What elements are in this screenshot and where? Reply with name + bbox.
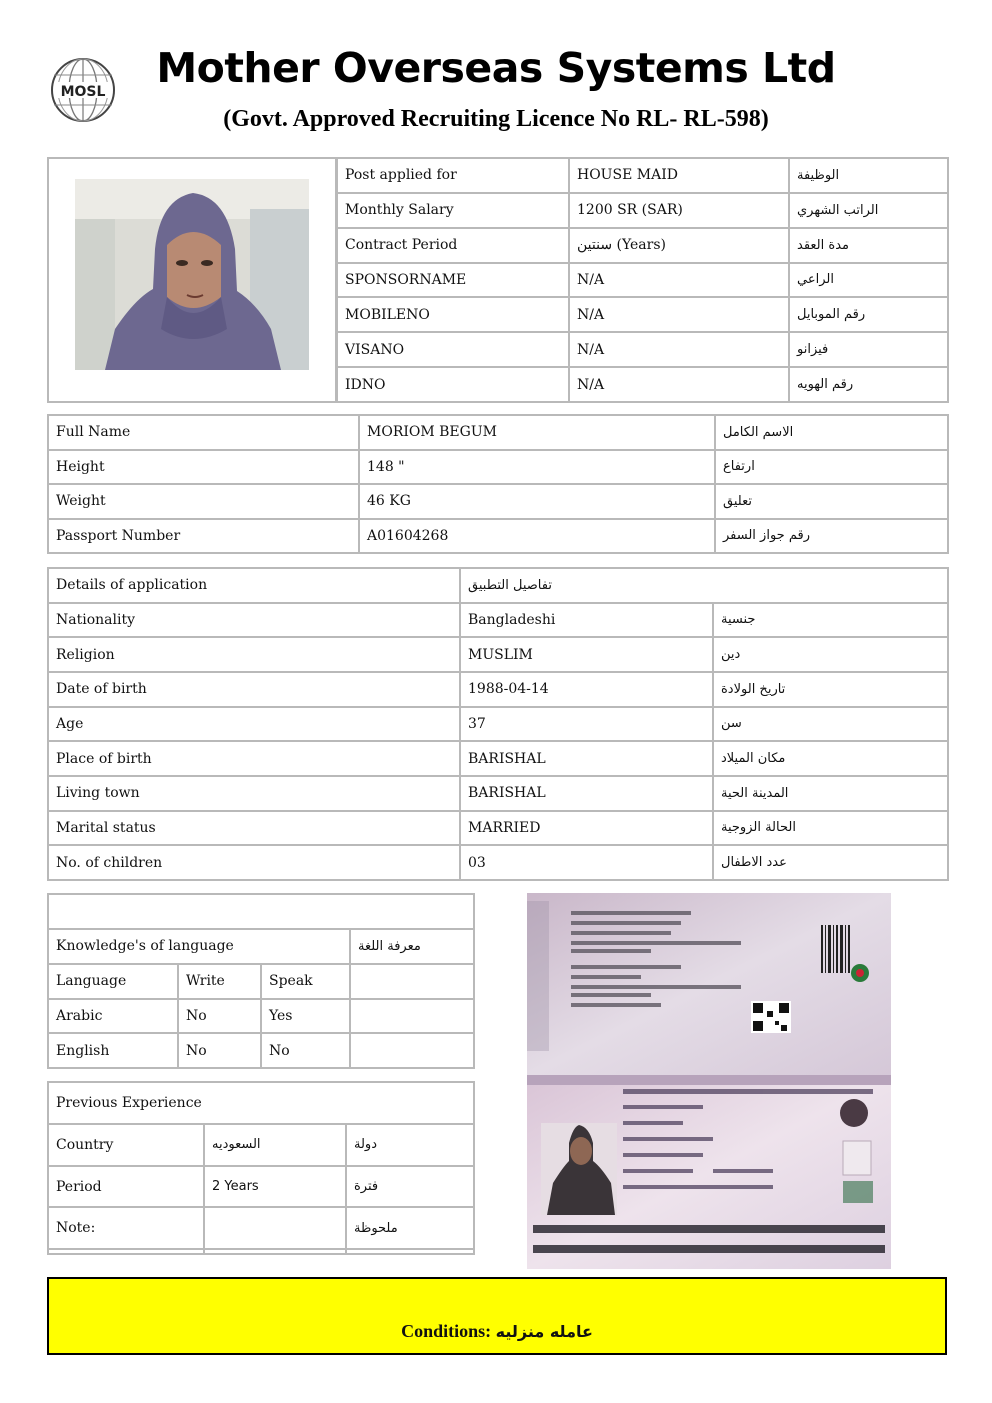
speak-ability: Yes	[261, 999, 350, 1034]
details-row	[48, 637, 948, 672]
field-label: MOBILENO	[337, 297, 569, 332]
details-title-ar: تفاصيل التطبيق	[460, 568, 948, 603]
field-value: 2 Years	[204, 1166, 346, 1208]
field-value	[204, 1207, 346, 1249]
language-header-row	[48, 964, 474, 999]
field-label: VISANO	[337, 332, 569, 367]
field-value: 46 KG	[359, 484, 715, 519]
details-title: Details of application	[48, 568, 460, 603]
field-label: Period	[48, 1166, 204, 1208]
job-row	[337, 228, 948, 263]
field-label-ar: فيزانو	[789, 332, 948, 367]
field-label-ar: تاريخ الولادة	[713, 672, 948, 707]
field-label-ar: الراتب الشهري	[789, 193, 948, 228]
passport-scan-image	[527, 893, 891, 1269]
speak-header: Speak	[261, 964, 350, 999]
language-title: Knowledge's of language	[48, 929, 350, 964]
field-label-ar: عدد الاطفال	[713, 845, 948, 880]
field-value: N/A	[569, 367, 789, 402]
write-ability: No	[178, 1033, 261, 1068]
conditions-value: عامله منزليه	[495, 1322, 593, 1341]
details-row	[48, 707, 948, 742]
details-row	[48, 776, 948, 811]
field-label: Height	[48, 450, 359, 485]
details-row	[48, 741, 948, 776]
details-row	[48, 672, 948, 707]
blank-cell	[350, 964, 474, 999]
field-value: A01604268	[359, 519, 715, 554]
field-label-ar: دين	[713, 637, 948, 672]
job-row	[337, 297, 948, 332]
speak-ability: No	[261, 1033, 350, 1068]
field-label: Marital status	[48, 811, 460, 846]
logo-text: MOSL	[60, 84, 106, 100]
field-value: BARISHAL	[460, 776, 713, 811]
details-row	[48, 811, 948, 846]
mosl-logo	[50, 57, 116, 123]
field-value: BARISHAL	[460, 741, 713, 776]
field-label-ar: ارتفاع	[715, 450, 948, 485]
language-table	[47, 893, 475, 1069]
personal-row	[48, 415, 948, 450]
field-label: SPONSORNAME	[337, 263, 569, 298]
field-label: No. of children	[48, 845, 460, 880]
experience-table	[47, 1081, 475, 1255]
company-name: Mother Overseas Systems Ltd	[156, 44, 836, 92]
field-label-ar: رقم الموبايل	[789, 297, 948, 332]
write-ability: No	[178, 999, 261, 1034]
field-label: Weight	[48, 484, 359, 519]
field-label-ar: سن	[713, 707, 948, 742]
language-blank-row	[48, 894, 474, 929]
field-value: Bangladeshi	[460, 603, 713, 638]
field-label-ar: الوظيفة	[789, 158, 948, 193]
field-label-ar: مكان الميلاد	[713, 741, 948, 776]
field-label-ar: دولة	[346, 1124, 474, 1166]
details-row	[48, 603, 948, 638]
field-value: 1988-04-14	[460, 672, 713, 707]
field-label-ar: الحالة الزوجية	[713, 811, 948, 846]
language-title-row	[48, 929, 474, 964]
language-row	[48, 1033, 474, 1068]
blank-cell	[48, 1249, 204, 1254]
language-title-ar: معرفة اللغة	[350, 929, 474, 964]
field-label: Living town	[48, 776, 460, 811]
job-row	[337, 193, 948, 228]
field-value: N/A	[569, 297, 789, 332]
details-row	[48, 845, 948, 880]
field-label-ar: الاسم الكامل	[715, 415, 948, 450]
job-row	[337, 263, 948, 298]
blank-cell	[350, 1033, 474, 1068]
field-label-ar: فترة	[346, 1166, 474, 1208]
field-value: 1200 SR (SAR)	[569, 193, 789, 228]
experience-row	[48, 1166, 474, 1208]
licence-number: (Govt. Approved Recruiting Licence No RL- RL-598)	[223, 106, 769, 132]
experience-row	[48, 1124, 474, 1166]
field-label: Contract Period	[337, 228, 569, 263]
field-value: 03	[460, 845, 713, 880]
job-row	[337, 367, 948, 402]
field-label: Note:	[48, 1207, 204, 1249]
field-value: MARRIED	[460, 811, 713, 846]
field-label: Monthly Salary	[337, 193, 569, 228]
experience-title-row	[48, 1082, 474, 1124]
language-name: English	[48, 1033, 178, 1068]
field-label: Full Name	[48, 415, 359, 450]
field-label: Country	[48, 1124, 204, 1166]
language-row	[48, 999, 474, 1034]
blank-cell	[346, 1249, 474, 1254]
language-name: Arabic	[48, 999, 178, 1034]
language-header: Language	[48, 964, 178, 999]
conditions-box	[47, 1277, 947, 1355]
field-label: Date of birth	[48, 672, 460, 707]
field-label: Nationality	[48, 603, 460, 638]
conditions-label: Conditions:	[401, 1321, 492, 1341]
field-label: Passport Number	[48, 519, 359, 554]
field-label: IDNO	[337, 367, 569, 402]
field-value: N/A	[569, 263, 789, 298]
field-value: 148 "	[359, 450, 715, 485]
job-row	[337, 332, 948, 367]
field-label-ar: مدة العقد	[789, 228, 948, 263]
field-value: سنتين (Years)	[569, 228, 789, 263]
field-label-ar: تعليق	[715, 484, 948, 519]
job-row	[337, 158, 948, 193]
applicant-photo	[75, 179, 309, 370]
field-label: Place of birth	[48, 741, 460, 776]
blank-cell	[204, 1249, 346, 1254]
experience-title: Previous Experience	[48, 1082, 474, 1124]
field-value: HOUSE MAID	[569, 158, 789, 193]
field-label-ar: رقم الهويه	[789, 367, 948, 402]
field-value: MUSLIM	[460, 637, 713, 672]
experience-blank-row	[48, 1249, 474, 1254]
job-table	[336, 157, 949, 403]
field-label: Religion	[48, 637, 460, 672]
experience-row	[48, 1207, 474, 1249]
blank-cell	[350, 999, 474, 1034]
personal-row	[48, 450, 948, 485]
field-value: 37	[460, 707, 713, 742]
details-table	[47, 567, 949, 881]
personal-table	[47, 414, 949, 554]
details-header-row	[48, 568, 948, 603]
blank-cell	[48, 894, 474, 929]
field-value: N/A	[569, 332, 789, 367]
field-label-ar: المدينة الحية	[713, 776, 948, 811]
personal-row	[48, 519, 948, 554]
field-label-ar: جنسية	[713, 603, 948, 638]
field-label-ar: رقم جواز السفر	[715, 519, 948, 554]
write-header: Write	[178, 964, 261, 999]
field-label: Post applied for	[337, 158, 569, 193]
personal-row	[48, 484, 948, 519]
field-label: Age	[48, 707, 460, 742]
field-label-ar: ملحوظة	[346, 1207, 474, 1249]
field-label-ar: الراعي	[789, 263, 948, 298]
field-value: MORIOM BEGUM	[359, 415, 715, 450]
field-value: السعوديه	[204, 1124, 346, 1166]
